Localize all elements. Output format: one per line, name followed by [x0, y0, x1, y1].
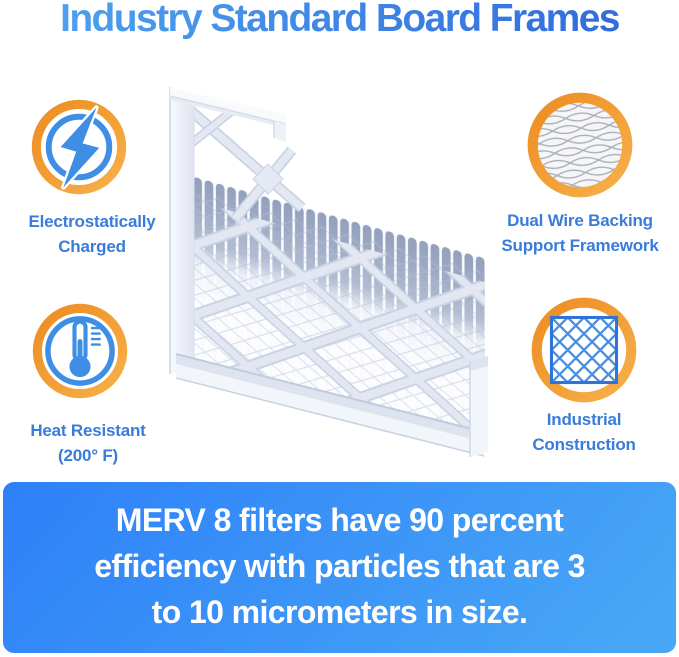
feature-label-line: Charged	[58, 237, 126, 256]
feature-label-line: Electrostatically	[28, 212, 156, 231]
feature-industrial-construction	[523, 289, 645, 411]
banner-line: MERV 8 filters have 90 percent	[115, 502, 564, 538]
wire-mesh-icon	[519, 84, 641, 206]
feature-label-heat-resistant	[0, 418, 176, 468]
feature-dual-wire-backing	[519, 84, 641, 206]
air-filter-illustration	[150, 58, 510, 478]
thermometer-icon	[25, 296, 135, 406]
feature-label-electrostatically-charged	[0, 209, 184, 259]
feature-label-line: (200° F)	[58, 446, 118, 465]
feature-label-line: Construction	[532, 435, 636, 454]
banner-line: to 10 micrometers in size.	[151, 594, 528, 630]
banner-text	[3, 482, 676, 635]
feature-label-line: Dual Wire Backing	[507, 211, 653, 230]
feature-label-line: Industrial	[546, 410, 622, 429]
feature-label-line: Support Framework	[501, 236, 659, 255]
feature-label-industrial-construction	[474, 407, 679, 457]
banner-line: efficiency with particles that are 3	[94, 548, 585, 584]
lightning-icon	[24, 92, 134, 202]
feature-label-dual-wire-backing	[470, 208, 679, 258]
page-title: Industry Standard Board Frames	[0, 0, 679, 43]
feature-heat-resistant	[25, 296, 135, 406]
feature-electrostatically-charged	[24, 92, 134, 202]
info-banner	[3, 482, 676, 653]
feature-label-line: Heat Resistant	[30, 421, 146, 440]
lattice-grid-icon	[523, 289, 645, 411]
